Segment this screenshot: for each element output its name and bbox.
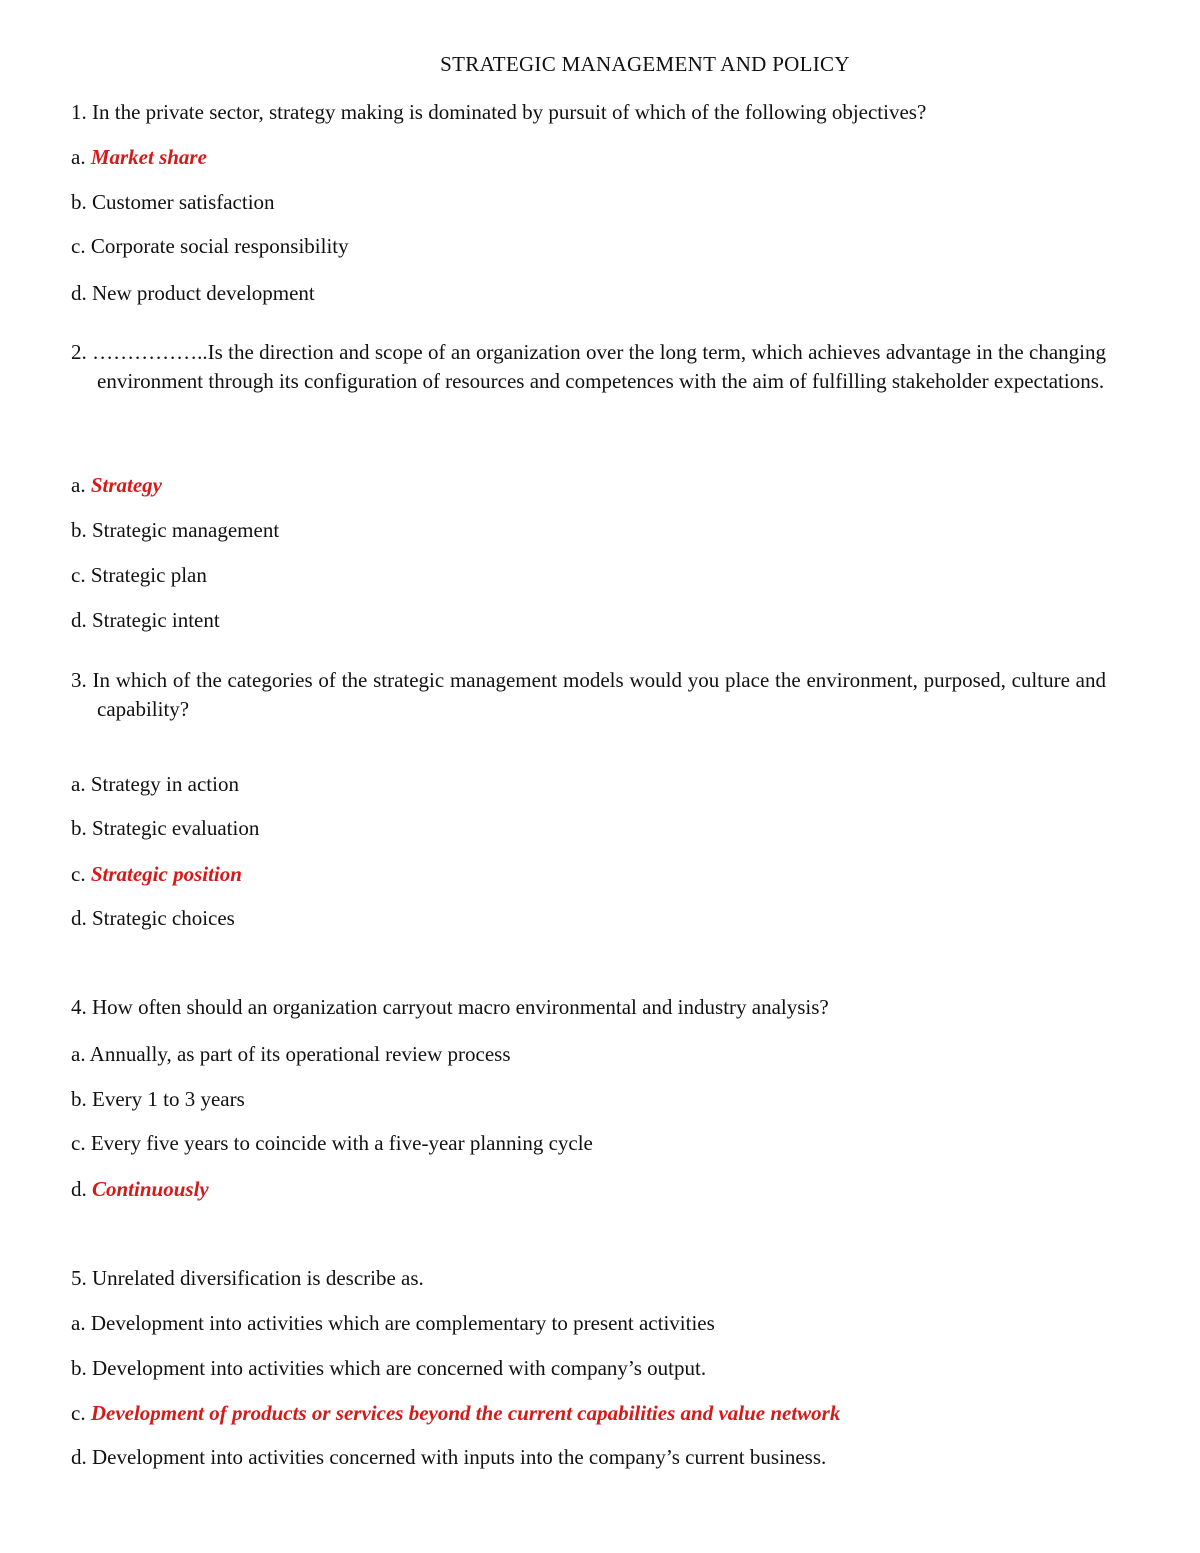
option-text: Strategic plan [90,563,207,587]
option-letter: b. [71,1356,87,1380]
option-text: Strategy in action [90,772,239,796]
question-3-option-d [71,903,235,933]
option-letter: a. [71,145,86,169]
option-letter: c. [71,1131,86,1155]
option-text: New product development [92,281,315,305]
question-3-option-a [71,769,239,799]
option-letter: c. [71,563,86,587]
correct-answer: Market share [90,145,207,169]
question-2-option-b [71,515,279,545]
question-1-stem: 1. In the private sector, strategy making is dominated by pursuit of which of the following objectives? [71,100,927,124]
option-text: Annually, as part of its operational review process [89,1042,511,1066]
option-letter: a. [71,473,86,497]
correct-answer: Strategic position [90,862,242,886]
question-3-option-c [71,859,242,889]
question-1-option-b [71,187,275,217]
question-5-option-a [71,1308,715,1338]
option-text: Strategic management [92,518,280,542]
question-5-option-b [71,1353,706,1383]
question-4-option-b [71,1084,245,1114]
question-1-option-c [71,231,349,261]
option-text: Customer satisfaction [92,190,275,214]
question-2-option-c [71,560,207,590]
correct-answer: Continuously [92,1177,209,1201]
option-text: Every 1 to 3 years [92,1087,245,1111]
option-text: Development into activities which are concerned with company’s output. [92,1356,707,1380]
question-1-option-d [71,278,315,308]
option-text: Strategic choices [92,906,235,930]
question-2-option-d [71,605,220,635]
option-letter: c. [71,862,86,886]
option-letter: d. [71,608,87,632]
option-letter: d. [71,1445,87,1469]
correct-answer: Strategy [90,473,162,497]
correct-answer: Development of products or services beyond the current capabilities and value network [90,1401,841,1425]
option-letter: b. [71,1087,87,1111]
option-letter: c. [71,234,86,258]
question-4-option-c [71,1128,593,1158]
question-4-option-d [71,1174,209,1204]
option-letter: b. [71,190,87,214]
option-letter: a. [71,1311,86,1335]
option-letter: b. [71,518,87,542]
question-5-option-c [71,1398,840,1428]
option-text: Strategic intent [92,608,220,632]
option-text: Development into activities which are complementary to present activities [90,1311,715,1335]
option-letter: a. [71,772,86,796]
option-letter: d. [71,1177,87,1201]
option-letter: a. [71,1042,86,1066]
option-letter: c. [71,1401,86,1425]
question-3-option-b [71,813,259,843]
option-letter: d. [71,281,87,305]
option-letter: b. [71,816,87,840]
question-5-stem: 5. Unrelated diversification is describe as. [71,1266,424,1290]
question-4-option-a [71,1039,511,1069]
option-text: Every five years to coincide with a five-year planning cycle [90,1131,593,1155]
document-title: STRATEGIC MANAGEMENT AND POLICY [440,52,850,76]
question-2-option-a [71,470,162,500]
question-4-stem: 4. How often should an organization carryout macro environmental and industry analysis? [71,995,829,1019]
question-3-stem: 3. In which of the categories of the strategic management models would you place the environment, purposed, culture and capability? [71,668,1106,721]
question-2-stem: 2. ……………..Is the direction and scope of an organization over the long term, which achieves advantage in the changing environment through its configuration of resources and competences with the aim of fulfilling stakeholder expectations. [71,340,1106,393]
option-text: Strategic evaluation [92,816,260,840]
question-5-option-d [71,1442,826,1472]
question-1-option-a [71,142,207,172]
option-text: Development into activities concerned with inputs into the company’s current business. [92,1445,827,1469]
option-text: Corporate social responsibility [90,234,349,258]
option-letter: d. [71,906,87,930]
